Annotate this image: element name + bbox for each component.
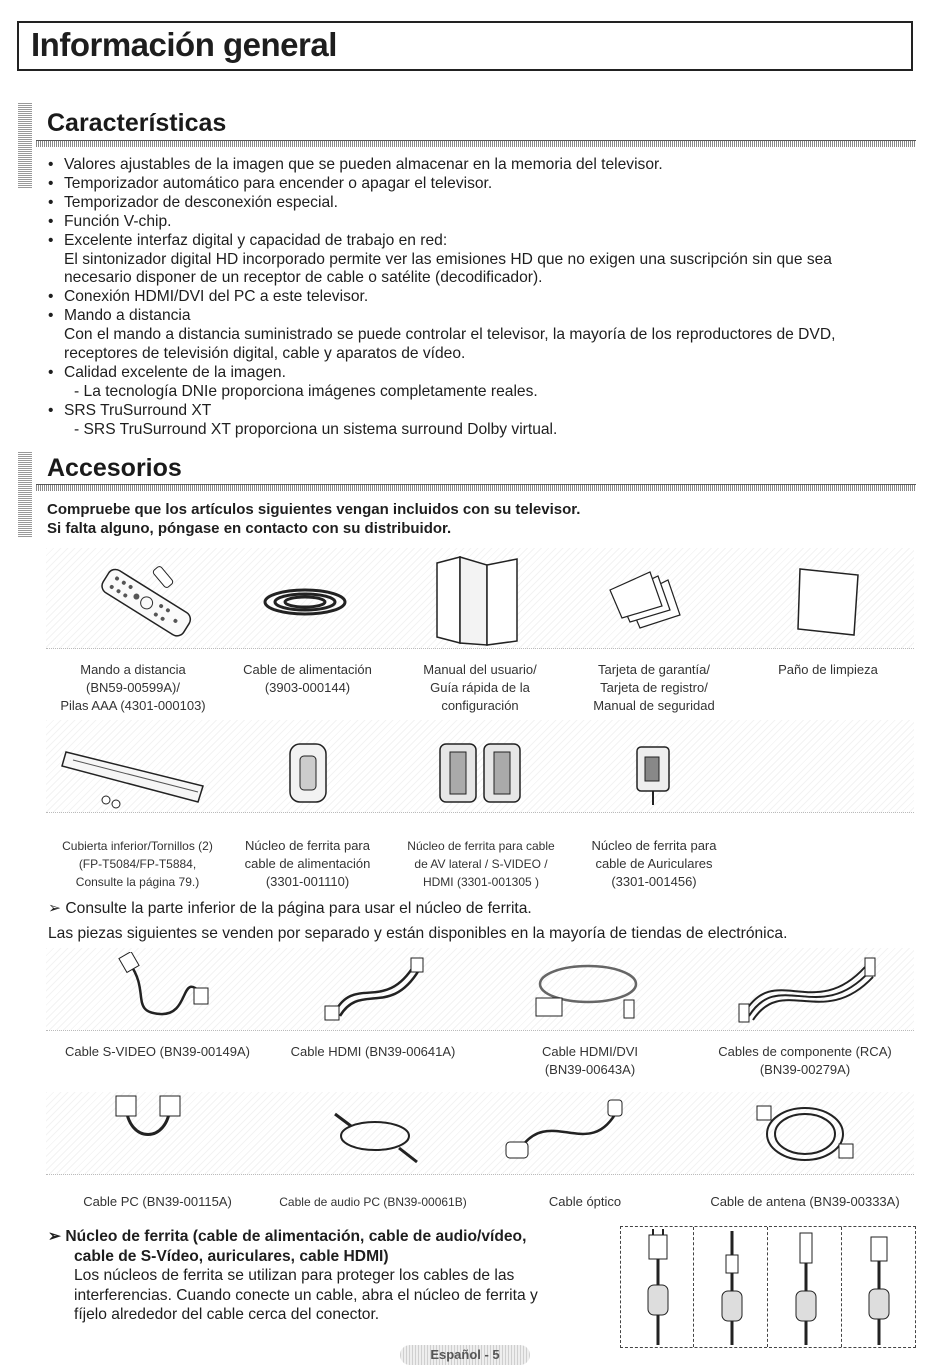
accessory-caption: Núcleo de ferrita para cable de AV lateral / S-VIDEO / HDMI (3301-001305 ) [407, 839, 555, 889]
accessories-intro: Compruebe que los artículos siguientes vengan incluidos con su televisor. Si falta alguno, póngase en contacto con su distribuidor. [47, 501, 581, 537]
ferrite-illustration [621, 1227, 694, 1347]
features-rule [36, 140, 916, 147]
feature-item: • Temporizador de desconexión especial. [48, 193, 338, 211]
antenna-cable-icon [755, 1100, 855, 1170]
sold-separately-note: Las piezas siguientes se venden por separado y están disponibles en la mayoría de tiendas de electrónica. [48, 925, 788, 942]
pc-cable-icon [108, 1094, 188, 1166]
optical-cable-icon [500, 1094, 630, 1169]
feature-item: • SRS TruSurround XT - SRS TruSurround XT proporciona un sistema surround Dolby virtual. [48, 401, 558, 438]
page-title-box [17, 21, 913, 71]
accessory-caption: Cables de componente (RCA) (BN39-00279A) [718, 1044, 892, 1077]
cards-icon [608, 570, 688, 630]
ferrite-body: Los núcleos de ferrita se utilizan para proteger los cables de las interferencias. Cuando conecte un cable, abra el núcleo de ferrita y fíjelo alrededor del cable cerca del conector. [74, 1267, 538, 1323]
manual-icon [432, 553, 527, 648]
pc-audio-cable-icon [325, 1104, 425, 1169]
hdmi-cable-icon [315, 954, 425, 1024]
feature-detail: Con el mando a distancia suministrado se puede controlar el televisor, la mayoría de los reproductores de DVD, receptores de televisión digital, cable y aparatos de vídeo. [64, 326, 836, 363]
feature-detail: - SRS TruSurround XT proporciona un sistema surround Dolby virtual. [74, 420, 558, 438]
component-cable-icon [735, 952, 885, 1027]
features-heading: Características [47, 109, 227, 137]
power-cord-icon [255, 578, 355, 628]
accessory-caption: Cable de alimentación (3903-000144) [243, 662, 372, 695]
ferrite-heading: ➢ Núcleo de ferrita (cable de alimentación, cable de audio/vídeo, [48, 1228, 527, 1245]
accessories-rule [36, 484, 916, 491]
arrow-icon: ➢ [48, 900, 66, 917]
feature-item: • Función V-chip. [48, 212, 172, 230]
accessory-caption: Mando a distancia (BN59-00599A)/ Pilas AAA (4301-000103) [60, 662, 206, 713]
ferrite-note: ➢ Consulte la parte inferior de la página para usar el núcleo de ferrita. [48, 900, 532, 917]
feature-detail: El sintonizador digital HD incorporado permite ver las emisiones HD que no exigen una suscripción sin que sea necesario disponer de un receptor de cable o satélite (decodificador). [64, 250, 832, 287]
cloth-icon [796, 565, 862, 637]
accessory-caption: Cubierta inferior/Tornillos (2) (FP-T5084/FP-T5884, Consulte la página 79.) [62, 839, 213, 889]
power-plug-ferrite-icon [621, 1227, 693, 1347]
ferrite-core-icon [288, 742, 328, 804]
feature-item: • Excelente interfaz digital y capacidad de trabajo en red: El sintonizador digital HD incorporado permite ver las emisiones HD que no exigen una suscripción sin que sea necesario disponer de un receptor de cable o satélite (decodificador). [48, 231, 832, 287]
ferrite-illustrations [620, 1226, 916, 1348]
accessory-caption: Cable de audio PC (BN39-00061B) [279, 1195, 467, 1209]
ferrite-heading-2: cable de S-Vídeo, auriculares, cable HDMI) [74, 1247, 389, 1265]
accessory-caption: Núcleo de ferrita para cable de alimentación (3301-001110) [244, 838, 371, 889]
feature-detail: - La tecnología DNIe proporciona imágenes completamente reales. [74, 382, 538, 400]
accessory-caption: Paño de limpieza [778, 662, 878, 677]
page-title: Información general [31, 26, 337, 63]
accessory-caption: Cable HDMI (BN39-00641A) [290, 1044, 456, 1059]
ferrite-core-small-icon [635, 745, 671, 807]
accessories-heading: Accesorios [47, 454, 182, 482]
stand-cover-icon [58, 742, 213, 812]
feature-item: • Calidad excelente de la imagen. - La tecnología DNIe proporciona imágenes completamente reales. [48, 363, 538, 400]
hdmi-plug-ferrite-icon [843, 1227, 915, 1347]
s-video-plug-ferrite-icon [769, 1227, 841, 1347]
feature-item: • Conexión HDMI/DVI del PC a este televisor. [48, 288, 369, 306]
page-footer: Español - 5 [400, 1345, 530, 1365]
audio-plug-ferrite-icon [695, 1227, 767, 1347]
ferrite-illustration [695, 1227, 768, 1347]
feature-item: • Valores ajustables de la imagen que se pueden almacenar en la memoria del televisor. [48, 156, 663, 173]
accessory-caption: Tarjeta de garantía/ Tarjeta de registro/ Manual de seguridad [593, 662, 715, 713]
arrow-icon: ➢ [48, 1228, 66, 1245]
feature-item: • Mando a distancia Con el mando a distancia suministrado se puede controlar el televisor, la mayoría de los reproductores de DVD, receptores de televisión digital, cable y aparatos de vídeo. [48, 307, 836, 363]
ferrite-core-pair-icon [438, 742, 523, 804]
accessory-caption: Cable PC (BN39-00115A) [83, 1194, 232, 1209]
accessory-caption: Cable S-VIDEO (BN39-00149A) [65, 1044, 250, 1059]
ferrite-illustration [769, 1227, 842, 1347]
s-video-cable-icon [110, 952, 210, 1027]
accessory-caption: Cable óptico [548, 1194, 622, 1209]
accessory-caption: Cable HDMI/DVI (BN39-00643A) [541, 1044, 639, 1077]
accessory-caption: Núcleo de ferrita para cable de Auriculares (3301-001456) [591, 838, 717, 889]
section-bar [18, 103, 32, 189]
feature-item: • Temporizador automático para encender o apagar el televisor. [48, 174, 493, 192]
ferrite-section [48, 1227, 608, 1325]
hdmi-dvi-cable-icon [528, 954, 648, 1024]
features-list [46, 156, 896, 440]
accessory-caption: Manual del usuario/ Guía rápida de la configuración [423, 662, 537, 713]
remote-control-icon [88, 558, 198, 648]
section-bar [18, 452, 32, 538]
ferrite-illustration [843, 1227, 915, 1347]
accessory-caption: Cable de antena (BN39-00333A) [710, 1194, 900, 1209]
